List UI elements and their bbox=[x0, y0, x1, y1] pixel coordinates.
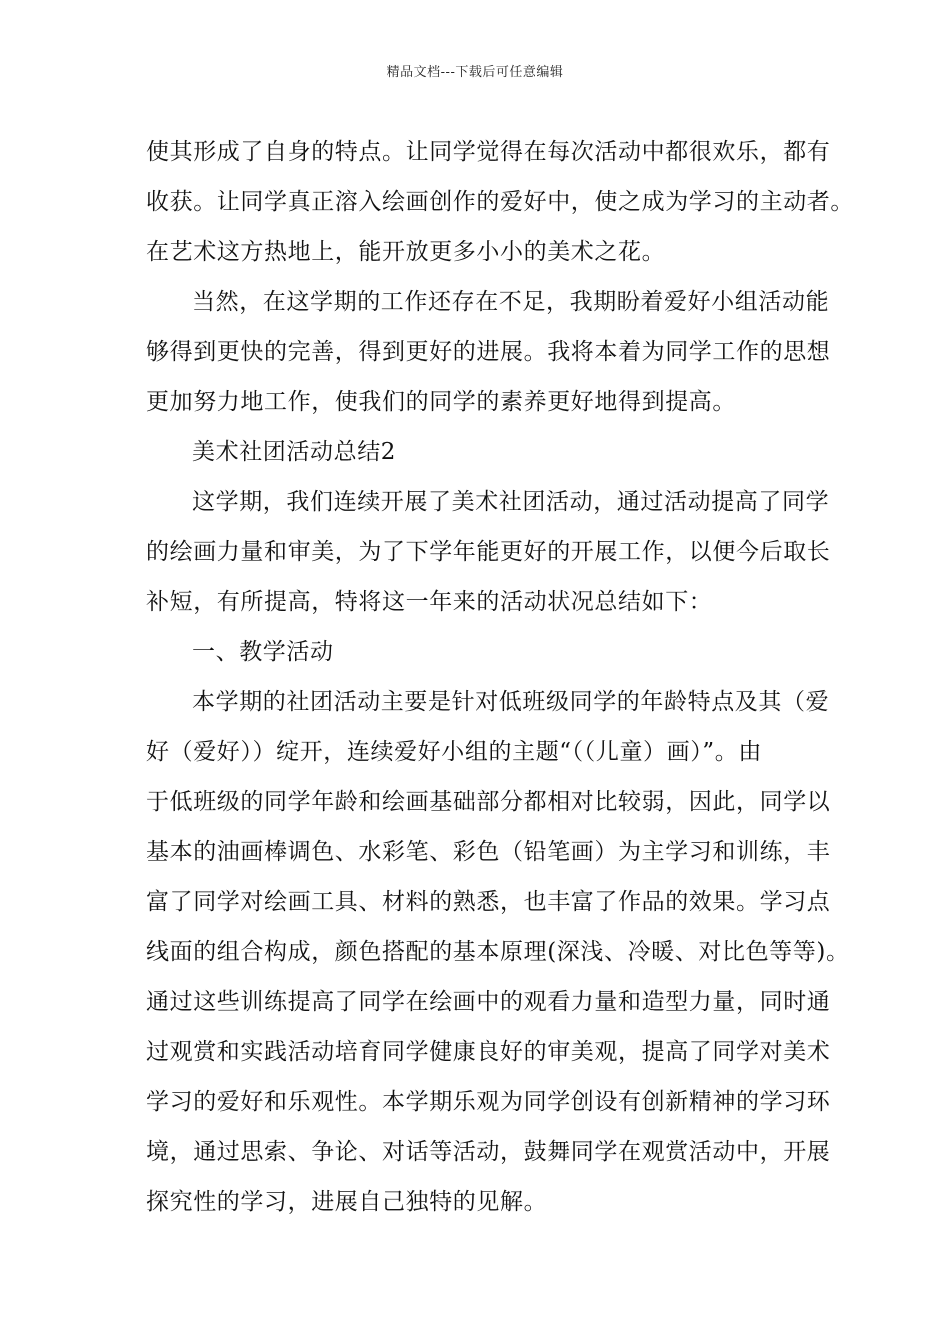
body-text-line: 收获。让同学真正溶入绘画创作的爱好中，使之成为学习的主动者。 bbox=[146, 189, 854, 215]
body-text-line: 富了同学对绘画工具、材料的熟悉，也丰富了作品的效果。学习点 bbox=[146, 889, 831, 915]
paragraph-first-line: 当然，在这学期的工作还存在不足，我期盼着爱好小组活动能 bbox=[192, 289, 830, 315]
body-text-line: 过观赏和实践活动培育同学健康良好的审美观，提高了同学对美术 bbox=[146, 1039, 831, 1065]
subsection-heading: 一、教学活动 bbox=[192, 639, 334, 665]
body-text-line: 基本的油画棒调色、水彩笔、彩色（铅笔画）为主学习和训练，丰 bbox=[146, 839, 831, 865]
body-text-line: 补短，有所提高，特将这一年来的活动状况总结如下： bbox=[146, 589, 713, 615]
body-text-line: 学习的爱好和乐观性。本学期乐观为同学创设有创新精神的学习环 bbox=[146, 1089, 831, 1115]
body-text-line: 在艺术这方热地上，能开放更多小小的美术之花。 bbox=[146, 239, 666, 265]
body-text-line: 的绘画力量和审美，为了下学年能更好的开展工作，以便今后取长 bbox=[146, 539, 831, 565]
body-text-line: 于低班级的同学年龄和绘画基础部分都相对比较弱，因此，同学以 bbox=[146, 789, 831, 815]
paragraph-first-line: 这学期，我们连续开展了美术社团活动，通过活动提高了同学 bbox=[192, 489, 830, 515]
body-text-line: 够得到更快的完善，得到更好的进展。我将本着为同学工作的思想 bbox=[146, 339, 831, 365]
body-text-line: 通过这些训练提高了同学在绘画中的观看力量和造型力量，同时通 bbox=[146, 989, 831, 1015]
section-heading: 美术社团活动总结2 bbox=[192, 439, 397, 465]
document-body bbox=[146, 127, 854, 1227]
body-text-line: 使其形成了自身的特点。让同学觉得在每次活动中都很欢乐，都有 bbox=[146, 139, 831, 165]
body-text-line: 好（爱好））绽开，连续爱好小组的主题“（（儿童）画）”。由 bbox=[146, 739, 762, 765]
body-text-line: 更加努力地工作，使我们的同学的素养更好地得到提高。 bbox=[146, 389, 736, 415]
paragraph-first-line: 本学期的社团活动主要是针对低班级同学的年龄特点及其（爱 bbox=[192, 689, 830, 715]
body-text-line: 探究性的学习，进展自己独特的见解。 bbox=[146, 1189, 548, 1215]
page-header: 精品文档---下载后可任意编辑 bbox=[386, 65, 564, 80]
body-text-line: 线面的组合构成，颜色搭配的基本原理(深浅、冷暖、对比色等等)。 bbox=[146, 939, 850, 965]
body-text-line: 境，通过思索、争论、对话等活动，鼓舞同学在观赏活动中，开展 bbox=[146, 1139, 831, 1165]
